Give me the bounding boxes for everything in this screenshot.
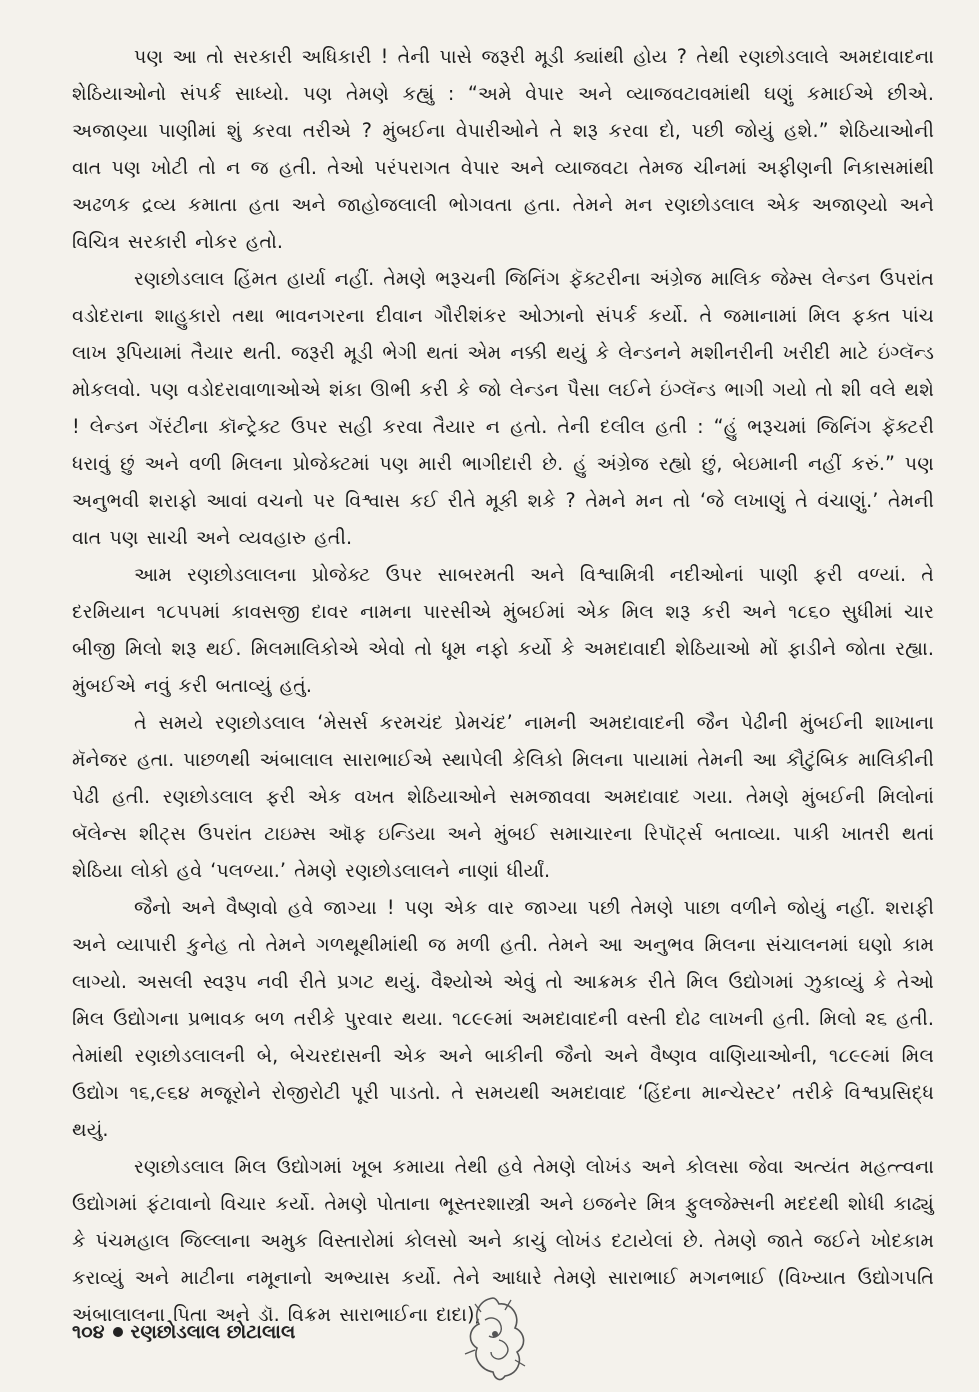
- paragraph: તે સમયે રણછોડલાલ ‘મેસર્સ કરમચંદ પ્રેમચંદ’ નામની અમદાવાદની જૈન પેઢીની મુંબઈની શાખાના મૅનેજર હતા. પાછળથી અંબાલાલ સારાભાઈએ સ્થાપેલી કેલિકો મિલના પાયામાં તેમની આ કૌટુંબિક માલિકીની પેઢી હતી. રણછોડલાલ ફરી એક વખત શેઠિયાઓને સમજાવવા અમદાવાદ ગયા. તેમણે મુંબઈની મિલોનાં બૅલેન્સ શીટ્સ ઉપરાંત ટાઇમ્સ ઑફ ઇન્ડિયા અને મુંબઈ સમાચારના રિપૉર્ટ્સ બતાવ્યા. પાકી ખાતરી થતાં શેઠિયા લોકો હવે ‘પલળ્યા.’ તેમણે રણછોડલાલને નાણાં ધીર્યાં.: [72, 711, 934, 882]
- ornament-icon: [455, 1290, 535, 1385]
- paragraph: રણછોડલાલ મિલ ઉદ્યોગમાં ખૂબ કમાયા તેથી હવે તેમણે લોખંડ અને કોલસા જેવા અત્યંત મહત્ત્વના ઉદ્યોગમાં ફંટાવાનો વિચાર કર્યો. તેમણે પોતાના ભૂસ્તરશાસ્ત્રી અને ઇજનેર મિત્ર ફુલજેમ્સની મદદથી શોધી કાઢ્યું કે પંચમહાલ જિલ્લાના અમુક વિસ્તારોમાં કોલસો અને કાચું લોખંડ દટાયેલાં છે. તેમણે જાતે જઈને ખોદકામ કરાવ્યું અને માટીના નમૂનાનો અભ્યાસ કર્યો. તેને આધારે તેમણે સારાભાઈ મગનભાઈ (વિખ્યાત ઉદ્યોગપતિ અંબાલાલના પિતા અને ડૉ. વિક્રમ સારાભાઈના દાદા),: [72, 1155, 934, 1326]
- page-number: ૧૦૪: [72, 1321, 105, 1343]
- bullet-icon: [113, 1327, 123, 1337]
- paragraph: જૈનો અને વૈષ્ણવો હવે જાગ્યા ! પણ એક વાર જાગ્યા પછી તેમણે પાછા વળીને જોયું નહીં. શરાફી અને વ્યાપારી કુનેહ તો તેમને ગળથૂથીમાંથી જ મળી હતી. તેમને આ અનુભવ મિલના સંચાલનમાં ઘણો કામ લાગ્યો. અસલી સ્વરૂપ નવી રીતે પ્રગટ થયું. વૈશ્યોએ એવું તો આક્રમક રીતે મિલ ઉદ્યોગમાં ઝુકાવ્યું કે તેઓ મિલ ઉદ્યોગના પ્રભાવક બળ તરીકે પુરવાર થયા. ૧૮૯૯માં અમદાવાદની વસ્તી દોઢ લાખની હતી. મિલો ૨૬ હતી. તેમાંથી રણછોડલાલની બે, બેચરદાસની એક અને બાકીની જૈનો અને વૈષ્ણવ વાણિયાઓની, ૧૮૯૯માં મિલ ઉદ્યોગ ૧૬,૯૬૪ મજૂરોને રોજીરોટી પૂરી પાડતો. તે સમયથી અમદાવાદ ‘હિંદના માન્ચેસ્ટર’ તરીકે વિશ્વપ્રસિદ્ધ થયું.: [72, 896, 934, 1141]
- paragraph: આમ રણછોડલાલના પ્રોજેક્ટ ઉપર સાબરમતી અને વિશ્વામિત્રી નદીઓનાં પાણી ફરી વળ્યાં. તે દરમિયાન ૧૮૫૫માં કાવસજી દાવર નામના પારસીએ મુંબઈમાં એક મિલ શરૂ કરી અને ૧૮૬૦ સુધીમાં ચાર બીજી મિલો શરૂ થઈ. મિલમાલિકોએ એવો તો ધૂમ નફો કર્યો કે અમદાવાદી શેઠિયાઓ મોં ફાડીને જોતા રહ્યા. મુંબઈએ નવું કરી બતાવ્યું હતું.: [72, 563, 934, 697]
- page-footer: [72, 1312, 295, 1352]
- book-title: રણછોડલાલ છોટાલાલ: [130, 1321, 296, 1343]
- paragraph: પણ આ તો સરકારી અધિકારી ! તેની પાસે જરૂરી મૂડી ક્યાંથી હોય ? તેથી રણછોડલાલે અમદાવાદના શેઠિયાઓનો સંપર્ક સાધ્યો. પણ તેમણે કહ્યું : “અમે વેપાર અને વ્યાજવટાવમાંથી ઘણું કમાઈએ છીએ. અજાણ્યા પાણીમાં શું કરવા તરીએ ? મુંબઈના વેપારીઓને તે શરૂ કરવા દો, પછી જોયું હશે.” શેઠિયાઓની વાત પણ ખોટી તો ન જ હતી. તેઓ પરંપરાગત વેપાર અને વ્યાજવટા તેમજ ચીનમાં અફીણની નિકાસમાંથી અઢળક દ્રવ્ય કમાતા હતા અને જાહોજલાલી ભોગવતા હતા. તેમને મન રણછોડલાલ એક અજાણ્યો અને વિચિત્ર સરકારી નોકર હતો.: [72, 45, 934, 253]
- page-body: [72, 38, 934, 1348]
- paragraph: રણછોડલાલ હિંમત હાર્યા નહીં. તેમણે ભરૂચની જિનિંગ ફૅક્ટરીના અંગ્રેજ માલિક જેમ્સ લેન્ડન ઉપરાંત વડોદરાના શાહુકારો તથા ભાવનગરના દીવાન ગૌરીશંકર ઓઝાનો સંપર્ક કર્યો. તે જમાનામાં મિલ ફક્ત પાંચ લાખ રૂપિયામાં તૈયાર થતી. જરૂરી મૂડી ભેગી થતાં એમ નક્કી થયું કે લેન્ડનને મશીનરીની ખરીદી માટે ઇંગ્લૅન્ડ મોકલવો. પણ વડોદરાવાળાઓએ શંકા ઊભી કરી કે જો લેન્ડન પૈસા લઈને ઇંગ્લૅન્ડ ભાગી ગયો તો શી વલે થશે ! લેન્ડન ગૅરંટીના કૉન્ટ્રેક્ટ ઉપર સહી કરવા તૈયાર ન હતો. તેની દલીલ હતી : “હું ભરૂચમાં જિનિંગ ફૅક્ટરી ધરાવું છું અને વળી મિલના પ્રોજેક્ટમાં પણ મારી ભાગીદારી છે. હું અંગ્રેજ રહ્યો છું, બેઇમાની નહીં કરું.” પણ અનુભવી શરાફો આવાં વચનો પર વિશ્વાસ કઈ રીતે મૂકી શકે ? તેમને મન તો ‘જે લખાણું તે વંચાણું.’ તેમની વાત પણ સાચી અને વ્યવહારુ હતી.: [72, 267, 934, 549]
